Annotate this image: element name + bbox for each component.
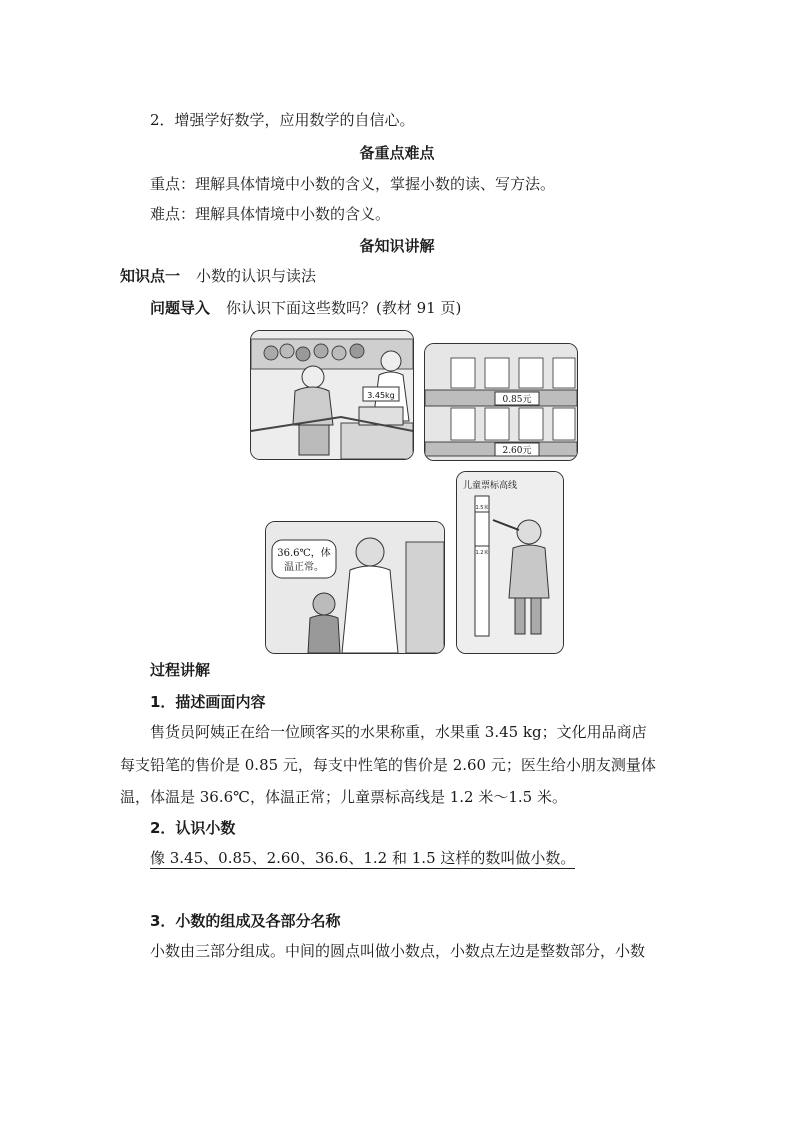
fruit-shop-illustration: [250, 330, 414, 460]
knowledge-heading: 备知识讲解: [359, 237, 435, 255]
height-mark-top: 1.5米: [475, 505, 489, 511]
focus-point: 重点：理解具体情境中小数的含义，掌握小数的读、写方法。: [150, 175, 556, 193]
stationery-shelf-illustration: [424, 343, 578, 461]
difficulty-point: 难点：理解具体情境中小数的含义。: [150, 205, 391, 223]
step-1-line-2: 每支铅笔的售价是 0.85 元，每支中性笔的售价是 2.60 元；医生给小朋友测量体: [120, 756, 656, 774]
step-3-title: 3．小数的组成及各部分名称: [150, 912, 341, 930]
step-2-text: [150, 848, 575, 868]
intro-line: [150, 298, 461, 318]
intro-label: 问题导入: [150, 299, 211, 317]
process-heading: 过程讲解: [150, 661, 211, 679]
knowledge-point-1: [120, 266, 316, 286]
doctor-speech-line-1: 36.6℃，体: [277, 548, 331, 559]
doctor-speech-line-2: 温正常。: [284, 562, 324, 573]
step-2-definition: 像 3.45、0.85、2.60、36.6、1.2 和 1.5 这样的数叫做小数。: [150, 849, 576, 867]
intro-text: 你认识下面这些数吗？(教材 91 页): [226, 299, 462, 317]
height-line-title: 儿童票标高线: [463, 481, 518, 491]
step-2-title: 2．认识小数: [150, 819, 236, 837]
goal-item-2: 2．增强学好数学，应用数学的自信心。: [150, 111, 415, 129]
height-line-illustration: [456, 471, 564, 654]
scale-display: 3.45kg: [367, 391, 395, 400]
price-tag-pencil: 0.85元: [502, 395, 532, 405]
step-1-line-3: 温，体温是 36.6℃，体温正常；儿童票标高线是 1.2 米～1.5 米。: [120, 788, 567, 806]
step-1-title: 1．描述画面内容: [150, 693, 266, 711]
step-3-text: 小数由三部分组成。中间的圆点叫做小数点，小数点左边是整数部分，小数: [150, 942, 646, 960]
price-tag-pen: 2.60元: [502, 446, 532, 456]
doctor-illustration: [265, 521, 445, 654]
knowledge-point-label: 知识点一: [120, 267, 181, 285]
step-1-line-1: 售货员阿姨正在给一位顾客买的水果称重，水果重 3.45 kg；文化用品商店: [150, 723, 647, 741]
height-mark-bottom: 1.2米: [475, 550, 489, 556]
knowledge-point-title: 小数的认识与读法: [196, 267, 317, 285]
key-points-heading: 备重点难点: [359, 144, 435, 162]
